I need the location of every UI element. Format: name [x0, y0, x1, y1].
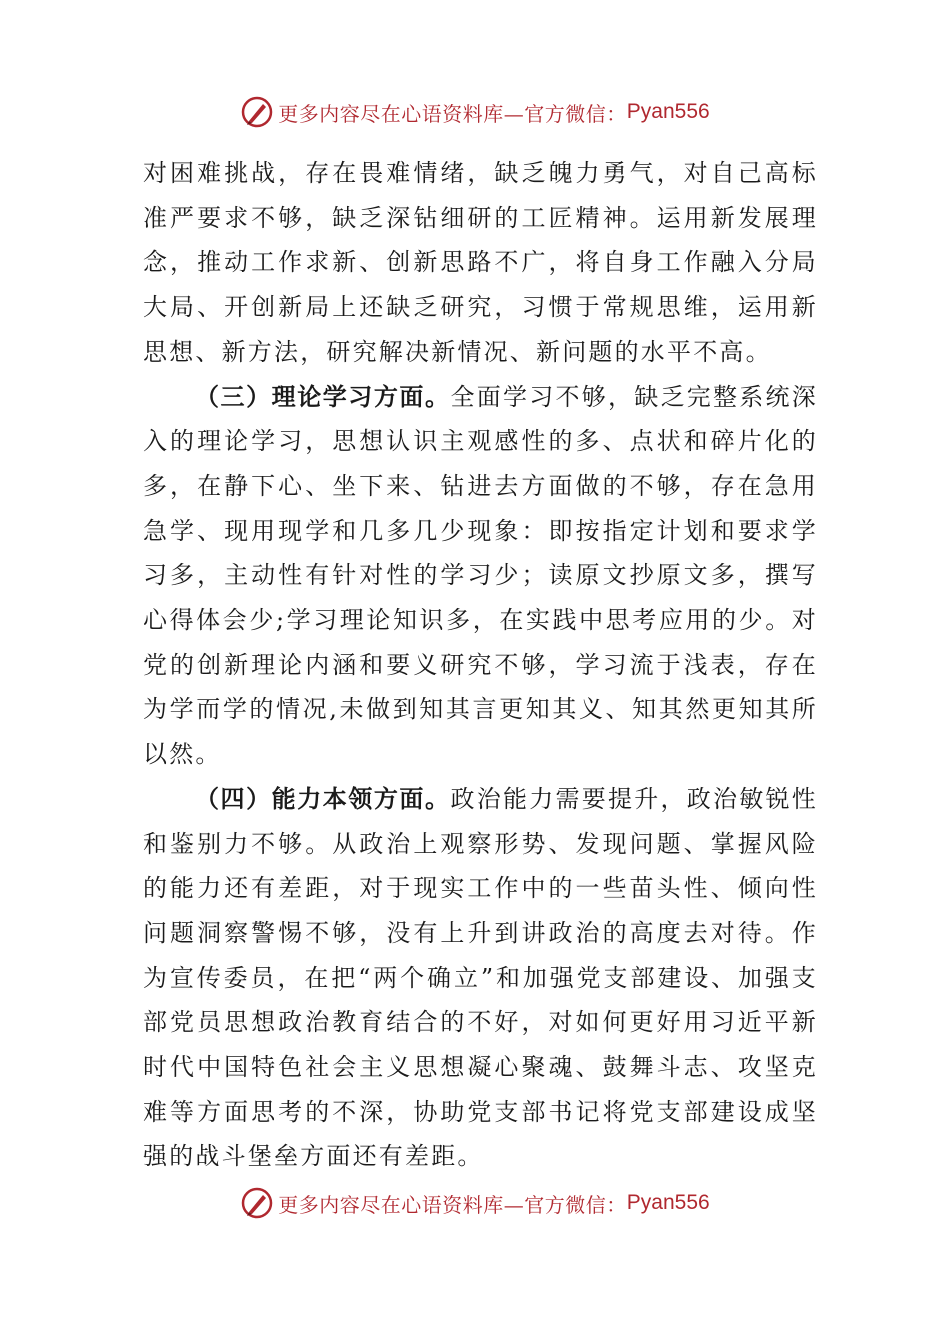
pen-in-circle-icon [240, 95, 274, 129]
section-heading-ability-skills: （四）能力本领方面。 [195, 784, 451, 813]
document-body [143, 151, 818, 1179]
paragraph-body: 全面学习不够，缺乏完整系统深入的理论学习，思想认识主观感性的多、点状和碎片化的多，在静下心、坐下来、钻进去方面做的不够，存在急用急学、现用现学和几多几少现象：即按指定计划和要求学习多，主动性有针对性的学习少；读原文抄原文多，撰写心得体会少;学习理论知识多，在实践中思考应用的少。对党的创新理论内涵和要义研究不够，学习流于浅表，存在为学而学的情况,未做到知其言更知其义、知其然更知其所以然。 [143, 382, 818, 769]
header-watermark-banner [0, 92, 950, 132]
paragraph-ability-skills [143, 777, 818, 1179]
pen-in-circle-icon [240, 1186, 274, 1220]
paragraph-body: 政治能力需要提升，政治敏锐性和鉴别力不够。从政治上观察形势、发现问题、掌握风险的能力还有差距，对于现实工作中的一些苗头性、倾向性问题洞察警惕不够，没有上升到讲政治的高度去对待。作为宣传委员，在把“两个确立”和加强党支部建设、加强支部党员思想政治教育结合的不好，对如何更好用习近平新时代中国特色社会主义思想凝心聚魂、鼓舞斗志、攻坚克难等方面思考的不深，协助党支部书记将党支部建设成坚强的战斗堡垒方面还有差距。 [143, 784, 818, 1171]
banner-wechat-id: Pyan556 [626, 100, 710, 123]
banner-text: 更多内容尽在心语资料库—官方微信： [278, 101, 627, 126]
paragraph-body: 对困难挑战，存在畏难情绪，缺乏魄力勇气，对自己高标准严要求不够，缺乏深钻细研的工匠精神。运用新发展理念，推动工作求新、创新思路不广，将自身工作融入分局大局、开创新局上还缺乏研究，习惯于常规思维，运用新思想、新方法，研究解决新情况、新问题的水平不高。 [143, 159, 818, 366]
paragraph-theory-study [143, 375, 818, 777]
paragraph-continuation [143, 151, 818, 375]
banner-wechat-id: Pyan556 [626, 1191, 710, 1214]
section-heading-theory-study: （三）理论学习方面。 [195, 382, 451, 411]
banner-text: 更多内容尽在心语资料库—官方微信： [278, 1192, 627, 1217]
footer-watermark-banner [0, 1183, 950, 1223]
